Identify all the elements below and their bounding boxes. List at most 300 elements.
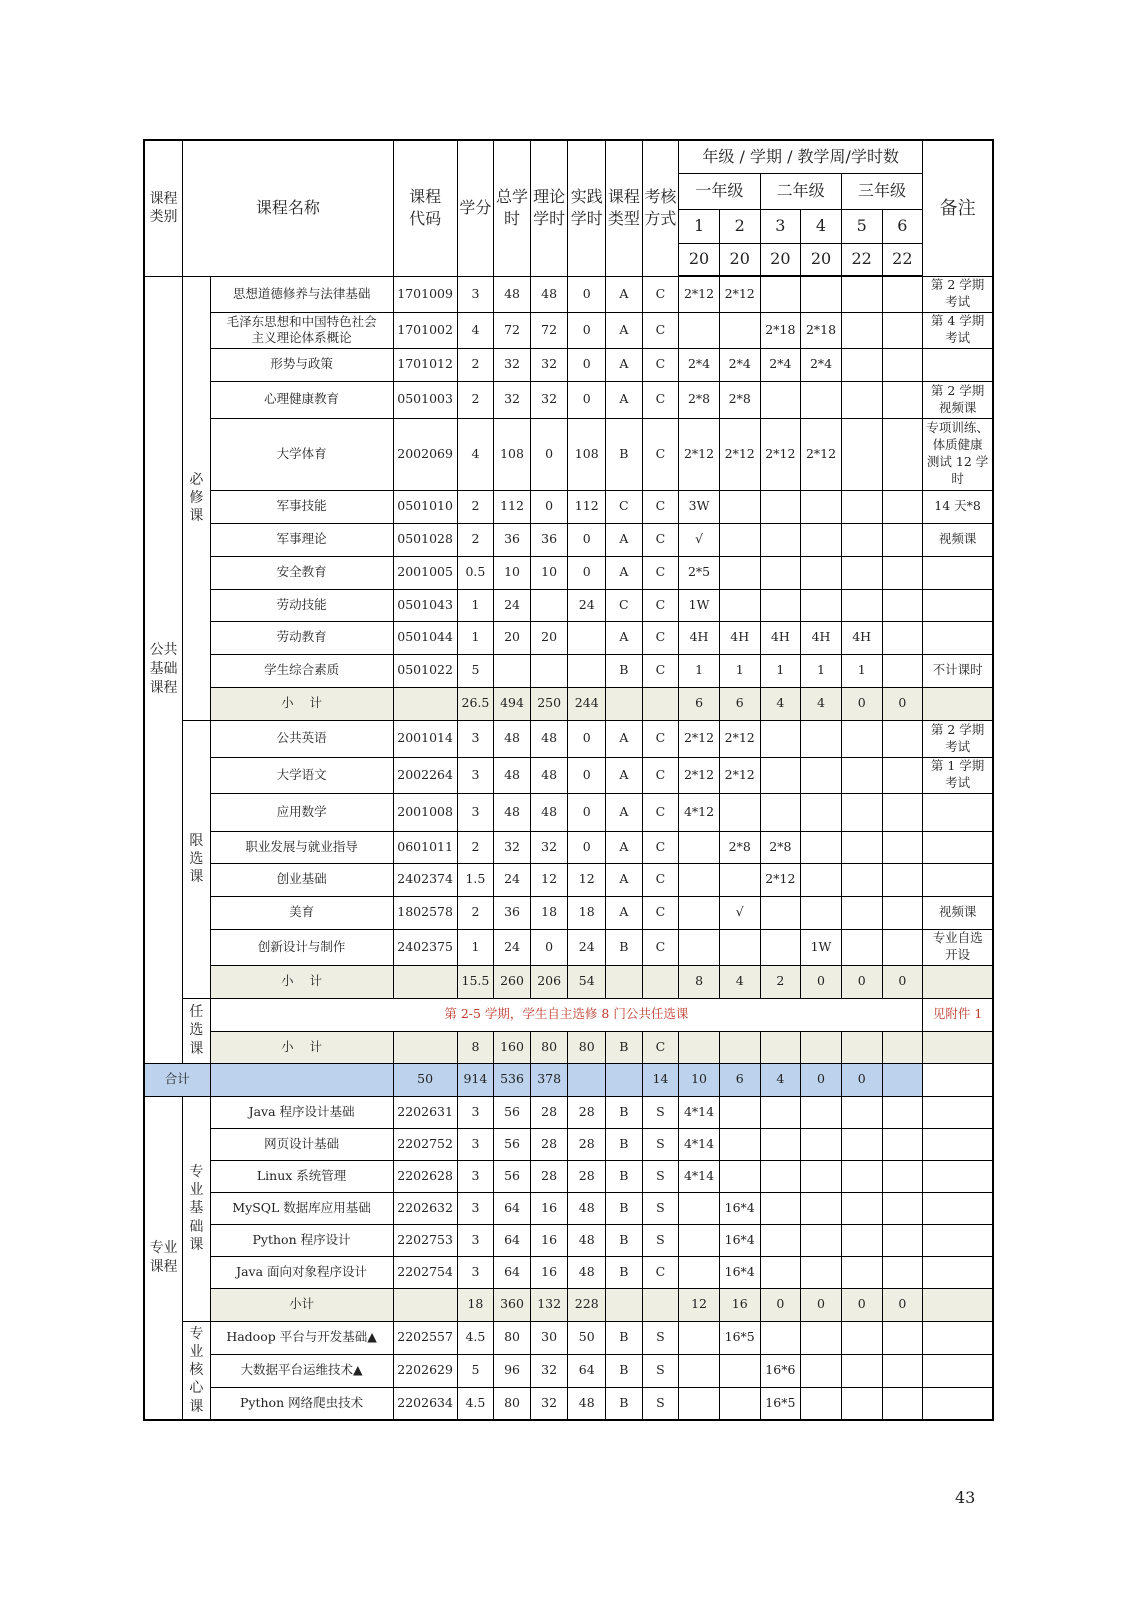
semester-hours: 3W bbox=[679, 490, 720, 523]
course-name: Python 程序设计 bbox=[210, 1224, 393, 1256]
credit: 1 bbox=[457, 929, 494, 965]
table-row bbox=[144, 312, 993, 348]
credit: 5 bbox=[457, 654, 494, 687]
remark: 视频课 bbox=[923, 896, 993, 929]
semester-hours: 4H bbox=[760, 621, 801, 654]
semester-hours bbox=[882, 348, 923, 381]
assessment bbox=[642, 965, 679, 998]
semester-hours bbox=[801, 276, 842, 312]
practice-hours: 28 bbox=[568, 1096, 606, 1128]
remark bbox=[923, 687, 993, 720]
table-row bbox=[144, 1354, 993, 1387]
semester-hours: 2*4 bbox=[801, 348, 842, 381]
total-hours: 32 bbox=[494, 831, 531, 863]
semester-hours: 2*8 bbox=[760, 831, 801, 863]
semester-hours bbox=[719, 1031, 760, 1063]
semester-hours bbox=[841, 793, 882, 831]
semester-hours: 1 bbox=[841, 654, 882, 687]
semester-hours bbox=[679, 1224, 720, 1256]
header-semester: 5 bbox=[841, 209, 882, 243]
course-name: Java 程序设计基础 bbox=[210, 1096, 393, 1128]
total-hours: 56 bbox=[494, 1160, 531, 1192]
table-row bbox=[144, 1256, 993, 1288]
header-semester: 4 bbox=[801, 209, 842, 243]
course-type: B bbox=[606, 1224, 643, 1256]
practice-hours: 48 bbox=[568, 1387, 606, 1420]
course-code: 2001008 bbox=[393, 793, 457, 831]
semester-hours bbox=[760, 1321, 801, 1354]
course-name: Java 面向对象程序设计 bbox=[210, 1256, 393, 1288]
header-course-code: 课程 代码 bbox=[393, 140, 457, 276]
subtotal-row bbox=[144, 965, 993, 998]
remark bbox=[923, 1096, 993, 1128]
theory-hours: 48 bbox=[530, 793, 568, 831]
assessment: C bbox=[642, 418, 679, 490]
course-type: A bbox=[606, 556, 643, 589]
course-type: B bbox=[606, 1128, 643, 1160]
remark bbox=[923, 589, 993, 621]
course-code: 1701012 bbox=[393, 348, 457, 381]
theory-hours: 32 bbox=[530, 1387, 568, 1420]
course-type: B bbox=[606, 1354, 643, 1387]
theory-hours: 28 bbox=[530, 1128, 568, 1160]
remark: 第 2 学期 视频课 bbox=[923, 381, 993, 418]
remark bbox=[923, 1031, 993, 1063]
header-schedule-title: 年级 / 学期 / 教学周/学时数 bbox=[679, 140, 923, 173]
semester-hours: 16*6 bbox=[760, 1354, 801, 1387]
semester-hours: 4*14 bbox=[679, 1096, 720, 1128]
course-type: B bbox=[606, 929, 643, 965]
credit: 3 bbox=[457, 276, 494, 312]
total-hours: 64 bbox=[494, 1256, 531, 1288]
semester-hours bbox=[841, 490, 882, 523]
course-code: 2202752 bbox=[393, 1128, 457, 1160]
semester-hours: 4*14 bbox=[679, 1160, 720, 1192]
assessment: C bbox=[642, 556, 679, 589]
semester-hours: 4H bbox=[801, 621, 842, 654]
total-hours: 260 bbox=[494, 965, 531, 998]
remark: 第 1 学期 考试 bbox=[923, 757, 993, 793]
total-hours: 56 bbox=[494, 1096, 531, 1128]
semester-hours bbox=[882, 896, 923, 929]
total-hours: 36 bbox=[494, 896, 531, 929]
course-type: A bbox=[606, 523, 643, 556]
semester-hours bbox=[801, 1224, 842, 1256]
practice-hours: 24 bbox=[568, 589, 606, 621]
semester-hours bbox=[679, 1321, 720, 1354]
semester-hours bbox=[882, 1096, 923, 1128]
semester-hours: 0 bbox=[841, 1063, 882, 1096]
subtotal-row bbox=[144, 1031, 993, 1063]
semester-hours: 2 bbox=[760, 965, 801, 998]
course-name: 军事技能 bbox=[210, 490, 393, 523]
table-row bbox=[144, 1128, 993, 1160]
theory-hours: 72 bbox=[530, 312, 568, 348]
semester-hours bbox=[719, 1387, 760, 1420]
semester-hours: 0 bbox=[841, 1288, 882, 1321]
assessment: C bbox=[642, 654, 679, 687]
semester-hours: 4H bbox=[841, 621, 882, 654]
semester-hours: 16*4 bbox=[719, 1256, 760, 1288]
subcategory-pro-core: 专 业 核 心 课 bbox=[183, 1321, 210, 1420]
course-code: 0501043 bbox=[393, 589, 457, 621]
table-row bbox=[144, 1160, 993, 1192]
semester-hours: 2*12 bbox=[679, 720, 720, 757]
remark bbox=[923, 556, 993, 589]
semester-hours: 4 bbox=[801, 687, 842, 720]
semester-hours: 1W bbox=[679, 589, 720, 621]
semester-hours: 2*8 bbox=[719, 381, 760, 418]
total-hours: 160 bbox=[494, 1031, 531, 1063]
course-code: 1701002 bbox=[393, 312, 457, 348]
elective-note: 第 2-5 学期，学生自主选修 8 门公共任选课 bbox=[210, 998, 923, 1031]
assessment: C bbox=[642, 793, 679, 831]
subcategory-pro-basic: 专 业 基 础 课 bbox=[183, 1096, 210, 1321]
practice-hours: 48 bbox=[568, 1192, 606, 1224]
semester-hours: 0 bbox=[801, 965, 842, 998]
semester-hours bbox=[841, 757, 882, 793]
assessment: C bbox=[642, 757, 679, 793]
course-name: 劳动教育 bbox=[210, 621, 393, 654]
course-code bbox=[393, 687, 457, 720]
semester-hours: 16*4 bbox=[719, 1192, 760, 1224]
theory-hours: 48 bbox=[530, 276, 568, 312]
semester-hours bbox=[841, 276, 882, 312]
header-practice-hours: 实践 学时 bbox=[568, 140, 606, 276]
semester-hours: 2*12 bbox=[719, 720, 760, 757]
practice-hours: 48 bbox=[568, 1224, 606, 1256]
remark: 第 2 学期 考试 bbox=[923, 276, 993, 312]
credit: 8 bbox=[457, 1031, 494, 1063]
semester-hours: 8 bbox=[679, 965, 720, 998]
theory-hours: 32 bbox=[530, 1354, 568, 1387]
subcategory-limited: 限 选 课 bbox=[183, 720, 210, 998]
theory-hours: 250 bbox=[530, 687, 568, 720]
semester-hours: 2*12 bbox=[760, 863, 801, 896]
semester-hours: 2*18 bbox=[801, 312, 842, 348]
semester-hours bbox=[760, 1096, 801, 1128]
assessment: C bbox=[642, 276, 679, 312]
semester-hours: 2*4 bbox=[760, 348, 801, 381]
practice-hours: 80 bbox=[568, 1031, 606, 1063]
total-hours: 112 bbox=[494, 490, 531, 523]
remark bbox=[923, 1288, 993, 1321]
theory-hours: 30 bbox=[530, 1321, 568, 1354]
remark bbox=[882, 1063, 923, 1096]
theory-hours: 16 bbox=[530, 1256, 568, 1288]
semester-hours bbox=[719, 556, 760, 589]
subtotal-row-label: 小计 bbox=[210, 1288, 393, 1321]
semester-hours bbox=[841, 589, 882, 621]
table-row bbox=[144, 418, 993, 490]
total-hours: 914 bbox=[457, 1063, 494, 1096]
semester-hours bbox=[679, 863, 720, 896]
course-code: 0501044 bbox=[393, 621, 457, 654]
total-hours: 96 bbox=[494, 1354, 531, 1387]
practice-hours: 18 bbox=[568, 896, 606, 929]
semester-hours bbox=[882, 589, 923, 621]
semester-hours bbox=[882, 793, 923, 831]
course-type: C bbox=[606, 589, 643, 621]
total-hours: 80 bbox=[494, 1321, 531, 1354]
semester-hours bbox=[882, 863, 923, 896]
course-code: 0501010 bbox=[393, 490, 457, 523]
semester-hours: 6 bbox=[719, 687, 760, 720]
semester-hours bbox=[841, 523, 882, 556]
table-row bbox=[144, 556, 993, 589]
credit: 3 bbox=[457, 1096, 494, 1128]
semester-hours: 16*5 bbox=[719, 1321, 760, 1354]
semester-hours bbox=[760, 523, 801, 556]
credit: 3 bbox=[457, 1128, 494, 1160]
practice-hours: 0 bbox=[568, 556, 606, 589]
remark: 第 4 学期 考试 bbox=[923, 312, 993, 348]
total-hours: 48 bbox=[494, 720, 531, 757]
course-type bbox=[606, 687, 643, 720]
semester-hours bbox=[882, 490, 923, 523]
header-course-type: 课程 类型 bbox=[606, 140, 643, 276]
course-code bbox=[393, 965, 457, 998]
semester-hours bbox=[882, 1321, 923, 1354]
semester-hours bbox=[801, 1387, 842, 1420]
semester-hours bbox=[841, 312, 882, 348]
assessment bbox=[606, 1063, 643, 1096]
course-code: 2202629 bbox=[393, 1354, 457, 1387]
semester-hours bbox=[760, 1192, 801, 1224]
theory-hours: 206 bbox=[530, 965, 568, 998]
course-type: B bbox=[606, 1160, 643, 1192]
semester-hours bbox=[760, 1224, 801, 1256]
credit: 1 bbox=[457, 589, 494, 621]
course-name: 军事理论 bbox=[210, 523, 393, 556]
theory-hours: 48 bbox=[530, 720, 568, 757]
semester-hours bbox=[882, 1128, 923, 1160]
theory-hours: 0 bbox=[530, 929, 568, 965]
semester-hours bbox=[882, 381, 923, 418]
table-row bbox=[144, 589, 993, 621]
semester-hours bbox=[801, 556, 842, 589]
table-row bbox=[144, 757, 993, 793]
semester-hours bbox=[801, 720, 842, 757]
total-hours: 36 bbox=[494, 523, 531, 556]
course-type: A bbox=[606, 348, 643, 381]
remark: 专业自选 开设 bbox=[923, 929, 993, 965]
semester-hours bbox=[841, 1128, 882, 1160]
course-type: A bbox=[606, 757, 643, 793]
semester-hours bbox=[801, 1192, 842, 1224]
credit: 26.5 bbox=[457, 687, 494, 720]
semester-hours: 0 bbox=[841, 687, 882, 720]
semester-hours: 4H bbox=[679, 621, 720, 654]
assessment: S bbox=[642, 1387, 679, 1420]
assessment: C bbox=[642, 523, 679, 556]
semester-hours bbox=[882, 1387, 923, 1420]
remark: 视频课 bbox=[923, 523, 993, 556]
total-hours: 24 bbox=[494, 929, 531, 965]
header-weeks: 22 bbox=[841, 243, 882, 276]
semester-hours bbox=[679, 312, 720, 348]
course-code: 2202628 bbox=[393, 1160, 457, 1192]
credit: 18 bbox=[457, 1288, 494, 1321]
semester-hours: √ bbox=[719, 896, 760, 929]
practice-hours: 0 bbox=[568, 348, 606, 381]
course-type: B bbox=[606, 1096, 643, 1128]
semester-hours bbox=[882, 312, 923, 348]
practice-hours: 0 bbox=[568, 276, 606, 312]
header-category: 课程 类别 bbox=[144, 140, 183, 276]
course-code: 2001014 bbox=[393, 720, 457, 757]
course-name: MySQL 数据库应用基础 bbox=[210, 1192, 393, 1224]
course-code: 0501022 bbox=[393, 654, 457, 687]
remark bbox=[923, 793, 993, 831]
theory-hours bbox=[530, 654, 568, 687]
semester-hours bbox=[841, 1256, 882, 1288]
total-hours: 48 bbox=[494, 276, 531, 312]
assessment: S bbox=[642, 1354, 679, 1387]
table-row bbox=[144, 1321, 993, 1354]
practice-hours: 378 bbox=[530, 1063, 568, 1096]
header-year-1: 一年级 bbox=[679, 173, 760, 209]
table-row bbox=[144, 793, 993, 831]
page-number: 43 bbox=[955, 1488, 976, 1507]
table-row bbox=[144, 1387, 993, 1420]
semester-hours bbox=[841, 418, 882, 490]
course-name: 劳动技能 bbox=[210, 589, 393, 621]
credit: 3 bbox=[457, 793, 494, 831]
semester-hours bbox=[719, 490, 760, 523]
practice-hours bbox=[568, 654, 606, 687]
semester-hours bbox=[760, 1128, 801, 1160]
header-semester: 2 bbox=[719, 209, 760, 243]
assessment: C bbox=[642, 1031, 679, 1063]
semester-hours: 4 bbox=[760, 687, 801, 720]
practice-hours: 0 bbox=[568, 381, 606, 418]
semester-hours bbox=[679, 929, 720, 965]
credit: 4.5 bbox=[457, 1387, 494, 1420]
semester-hours bbox=[801, 381, 842, 418]
semester-hours bbox=[760, 556, 801, 589]
course-type: B bbox=[606, 1031, 643, 1063]
semester-hours bbox=[841, 348, 882, 381]
table-row bbox=[144, 381, 993, 418]
course-type bbox=[568, 1063, 606, 1096]
theory-hours: 536 bbox=[494, 1063, 531, 1096]
course-code: 0601011 bbox=[393, 831, 457, 863]
remark bbox=[923, 1224, 993, 1256]
assessment: S bbox=[642, 1160, 679, 1192]
course-type: B bbox=[606, 1321, 643, 1354]
subtotal-row-label: 小 计 bbox=[210, 965, 393, 998]
semester-hours: 4*14 bbox=[679, 1128, 720, 1160]
assessment: S bbox=[642, 1192, 679, 1224]
semester-hours bbox=[882, 929, 923, 965]
course-name: 安全教育 bbox=[210, 556, 393, 589]
remark bbox=[923, 863, 993, 896]
course-type: A bbox=[606, 793, 643, 831]
semester-hours bbox=[760, 381, 801, 418]
semester-hours: 2*12 bbox=[719, 418, 760, 490]
assessment: C bbox=[642, 312, 679, 348]
course-code: 2202631 bbox=[393, 1096, 457, 1128]
theory-hours: 0 bbox=[530, 490, 568, 523]
course-name: Hadoop 平台与开发基础▲ bbox=[210, 1321, 393, 1354]
credit: 2 bbox=[457, 896, 494, 929]
total-hours: 64 bbox=[494, 1192, 531, 1224]
credit: 0.5 bbox=[457, 556, 494, 589]
table-header bbox=[144, 140, 993, 276]
semester-hours bbox=[841, 1160, 882, 1192]
credit: 3 bbox=[457, 1224, 494, 1256]
semester-hours bbox=[841, 831, 882, 863]
credit: 2 bbox=[457, 381, 494, 418]
semester-hours: 0 bbox=[841, 965, 882, 998]
semester-hours bbox=[841, 1096, 882, 1128]
semester-hours bbox=[801, 523, 842, 556]
course-type: B bbox=[606, 1387, 643, 1420]
table-row bbox=[144, 523, 993, 556]
credit: 15.5 bbox=[457, 965, 494, 998]
semester-hours bbox=[801, 1321, 842, 1354]
credit: 4.5 bbox=[457, 1321, 494, 1354]
remark bbox=[923, 965, 993, 998]
total-hours: 494 bbox=[494, 687, 531, 720]
theory-hours: 32 bbox=[530, 381, 568, 418]
table-row bbox=[144, 1192, 993, 1224]
semester-hours: 2*8 bbox=[679, 381, 720, 418]
elective-note-row bbox=[144, 998, 993, 1031]
semester-hours bbox=[801, 490, 842, 523]
total-hours: 80 bbox=[494, 1387, 531, 1420]
theory-hours bbox=[530, 589, 568, 621]
course-type: A bbox=[606, 312, 643, 348]
credit: 1 bbox=[457, 621, 494, 654]
header-semester: 1 bbox=[679, 209, 720, 243]
semester-hours: 2*12 bbox=[801, 418, 842, 490]
course-type: A bbox=[606, 896, 643, 929]
course-type: A bbox=[606, 621, 643, 654]
credit: 3 bbox=[457, 1160, 494, 1192]
theory-hours: 18 bbox=[530, 896, 568, 929]
table-row bbox=[144, 831, 993, 863]
total-hours: 108 bbox=[494, 418, 531, 490]
semester-hours: 1 bbox=[760, 654, 801, 687]
semester-hours bbox=[882, 621, 923, 654]
header-semester: 6 bbox=[882, 209, 923, 243]
assessment bbox=[642, 1288, 679, 1321]
semester-hours: 2*12 bbox=[719, 757, 760, 793]
header-assessment: 考核 方式 bbox=[642, 140, 679, 276]
semester-hours: 4H bbox=[719, 621, 760, 654]
semester-hours bbox=[882, 831, 923, 863]
course-code: 2002069 bbox=[393, 418, 457, 490]
semester-hours: 2*5 bbox=[679, 556, 720, 589]
assessment: S bbox=[642, 1128, 679, 1160]
credit: 2 bbox=[457, 523, 494, 556]
course-code bbox=[210, 1063, 393, 1096]
table-row bbox=[144, 1224, 993, 1256]
practice-hours: 24 bbox=[568, 929, 606, 965]
semester-hours bbox=[841, 1031, 882, 1063]
header-year-2: 二年级 bbox=[760, 173, 841, 209]
semester-hours: 6 bbox=[719, 1063, 760, 1096]
practice-hours: 108 bbox=[568, 418, 606, 490]
remark: 第 2 学期 考试 bbox=[923, 720, 993, 757]
remark bbox=[923, 1160, 993, 1192]
theory-hours: 32 bbox=[530, 831, 568, 863]
header-weeks: 20 bbox=[679, 243, 720, 276]
semester-hours: 4*12 bbox=[679, 793, 720, 831]
header-remark: 备注 bbox=[923, 140, 993, 276]
